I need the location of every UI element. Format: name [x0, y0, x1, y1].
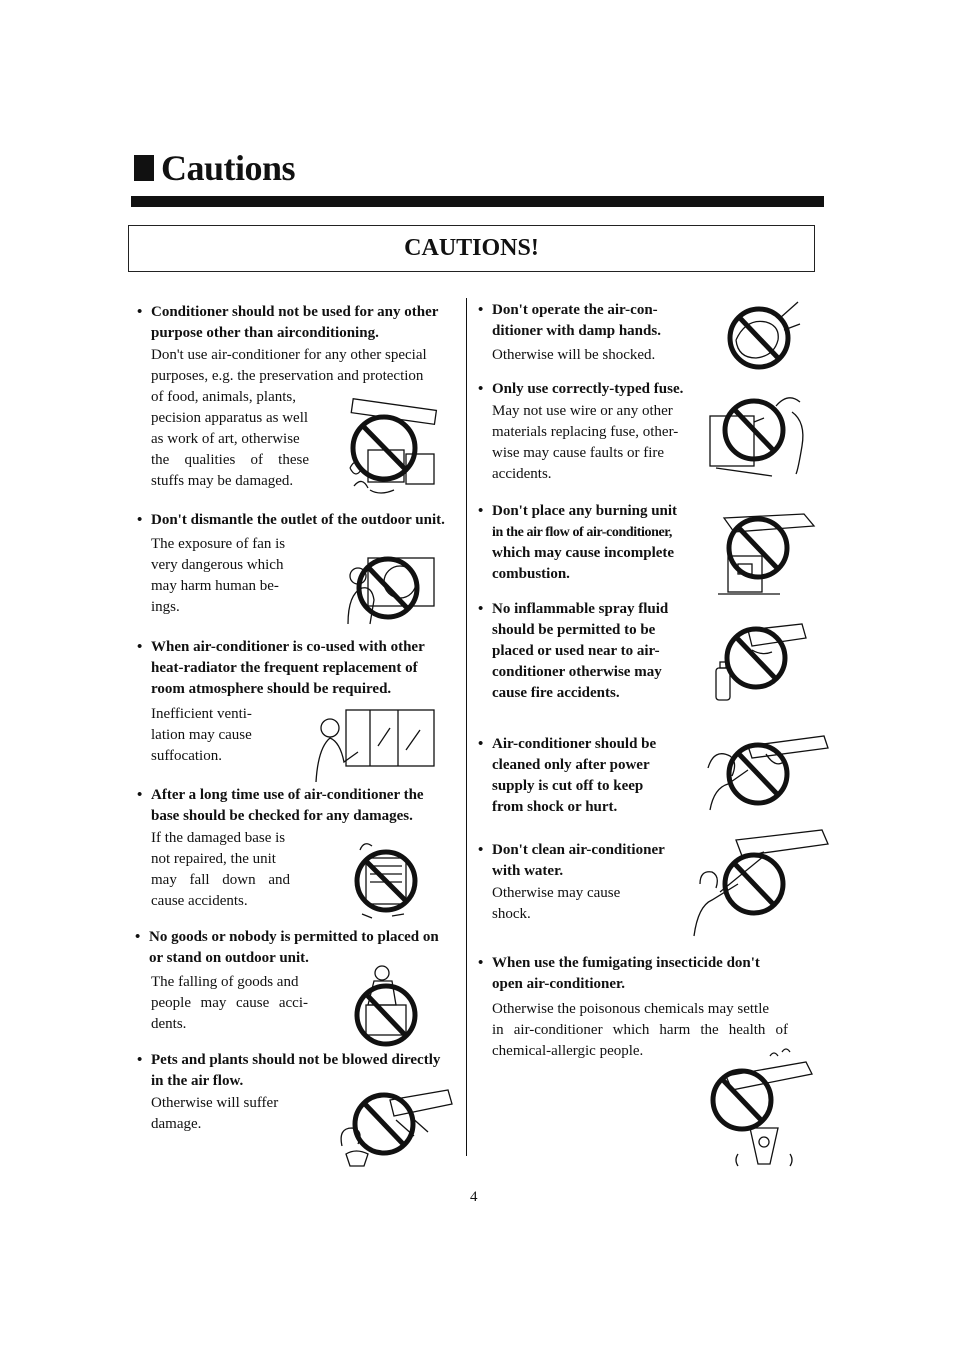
caution-heading: • Don't place any burning unit in the air flow of air-conditioner, which may cause incomplete combustion. — [492, 501, 697, 585]
damaged-base-icon — [346, 836, 422, 922]
caution-body: The exposure of fan is very dangerous which may harm human be- ings. — [151, 536, 286, 615]
caution-heading: • Don't clean air-conditioner with water. — [492, 840, 697, 882]
caution-item — [492, 599, 697, 704]
no-pets-plants-airflow-icon — [334, 1086, 456, 1168]
caution-item — [492, 300, 692, 366]
caution-body: The falling of goods and people may cause acci- dents. — [151, 974, 308, 1032]
caution-item — [492, 734, 697, 818]
caution-item — [492, 379, 697, 485]
caution-item — [492, 840, 697, 925]
caution-heading: • No goods or nobody is permitted to placed on or stand on outdoor unit. — [149, 927, 459, 969]
window-ventilation-icon — [308, 706, 438, 784]
no-dismantle-outdoor-unit-icon — [338, 548, 440, 628]
caution-heading: • No inflammable spray fluid should be permitted to be placed or used near to air- conditioner otherwise may cause fire accidents. — [492, 599, 697, 704]
cautions-banner — [128, 225, 815, 272]
no-damp-hands-icon — [722, 300, 802, 374]
no-water-cleaning-icon — [690, 826, 830, 938]
caution-body: Otherwise may cause shock. — [492, 885, 621, 922]
caution-heading: • Don't dismantle the outlet of the outdoor unit. — [151, 510, 461, 531]
caution-heading: • After a long time use of air-conditioner the base should be checked for any damages. — [151, 785, 446, 827]
caution-heading: • Don't operate the air-con- ditioner with damp hands. — [492, 300, 692, 342]
column-divider — [466, 298, 467, 1156]
caution-body: Otherwise will suffer damage. — [151, 1095, 279, 1132]
page-number: 4 — [470, 1189, 478, 1205]
title-square-icon — [134, 155, 154, 181]
power-off-before-cleaning-icon — [702, 732, 830, 812]
no-ac-with-insecticide-icon — [708, 1046, 816, 1170]
banner-text: CAUTIONS! — [404, 235, 539, 261]
no-wire-fuse-icon — [706, 392, 810, 478]
caution-body: Inefficient venti- lation may cause suffocation. — [151, 706, 252, 764]
no-burning-unit-icon — [710, 506, 822, 598]
title-block — [134, 148, 295, 188]
caution-body: Otherwise will be shocked. — [492, 347, 656, 363]
caution-body: May not use wire or any other materials replacing fuse, other- wise may cause faults or fire accidents. — [492, 403, 679, 482]
caution-body: Don't use air-conditioner for any other special purposes, e.g. the preservation and protection of food, animals, plants, pecision apparatus as well as work of art, otherwise the qualities of these stuffs may be damaged. — [151, 347, 427, 489]
caution-heading: • Pets and plants should not be blowed directly in the air flow. — [151, 1050, 463, 1092]
caution-heading: • Conditioner should not be used for any other purpose other than airconditioning. — [151, 302, 459, 344]
caution-heading: • When air-conditioner is co-used with other heat-radiator the frequent replacement of room atmosphere should be required. — [151, 637, 449, 700]
page-title: Cautions — [161, 148, 296, 188]
no-standing-on-unit-icon — [352, 963, 422, 1047]
caution-heading: • Air-conditioner should be cleaned only after power supply is cut off to keep from shock or hurt. — [492, 734, 697, 818]
no-spray-can-icon — [712, 620, 808, 704]
caution-item — [492, 501, 697, 585]
caution-heading: • Only use correctly-typed fuse. — [492, 379, 697, 400]
caution-body: If the damaged base is not repaired, the unit may fall down and cause accidents. — [151, 830, 290, 909]
no-ac-for-food-plants-icon — [340, 398, 440, 502]
caution-body: Otherwise the poisonous chemicals may settle in air-conditioner which harm the health of chemical-allergic people. — [492, 1001, 788, 1059]
title-rule — [131, 196, 824, 207]
caution-heading: • When use the fumigating insecticide don't open air-conditioner. — [492, 953, 792, 995]
